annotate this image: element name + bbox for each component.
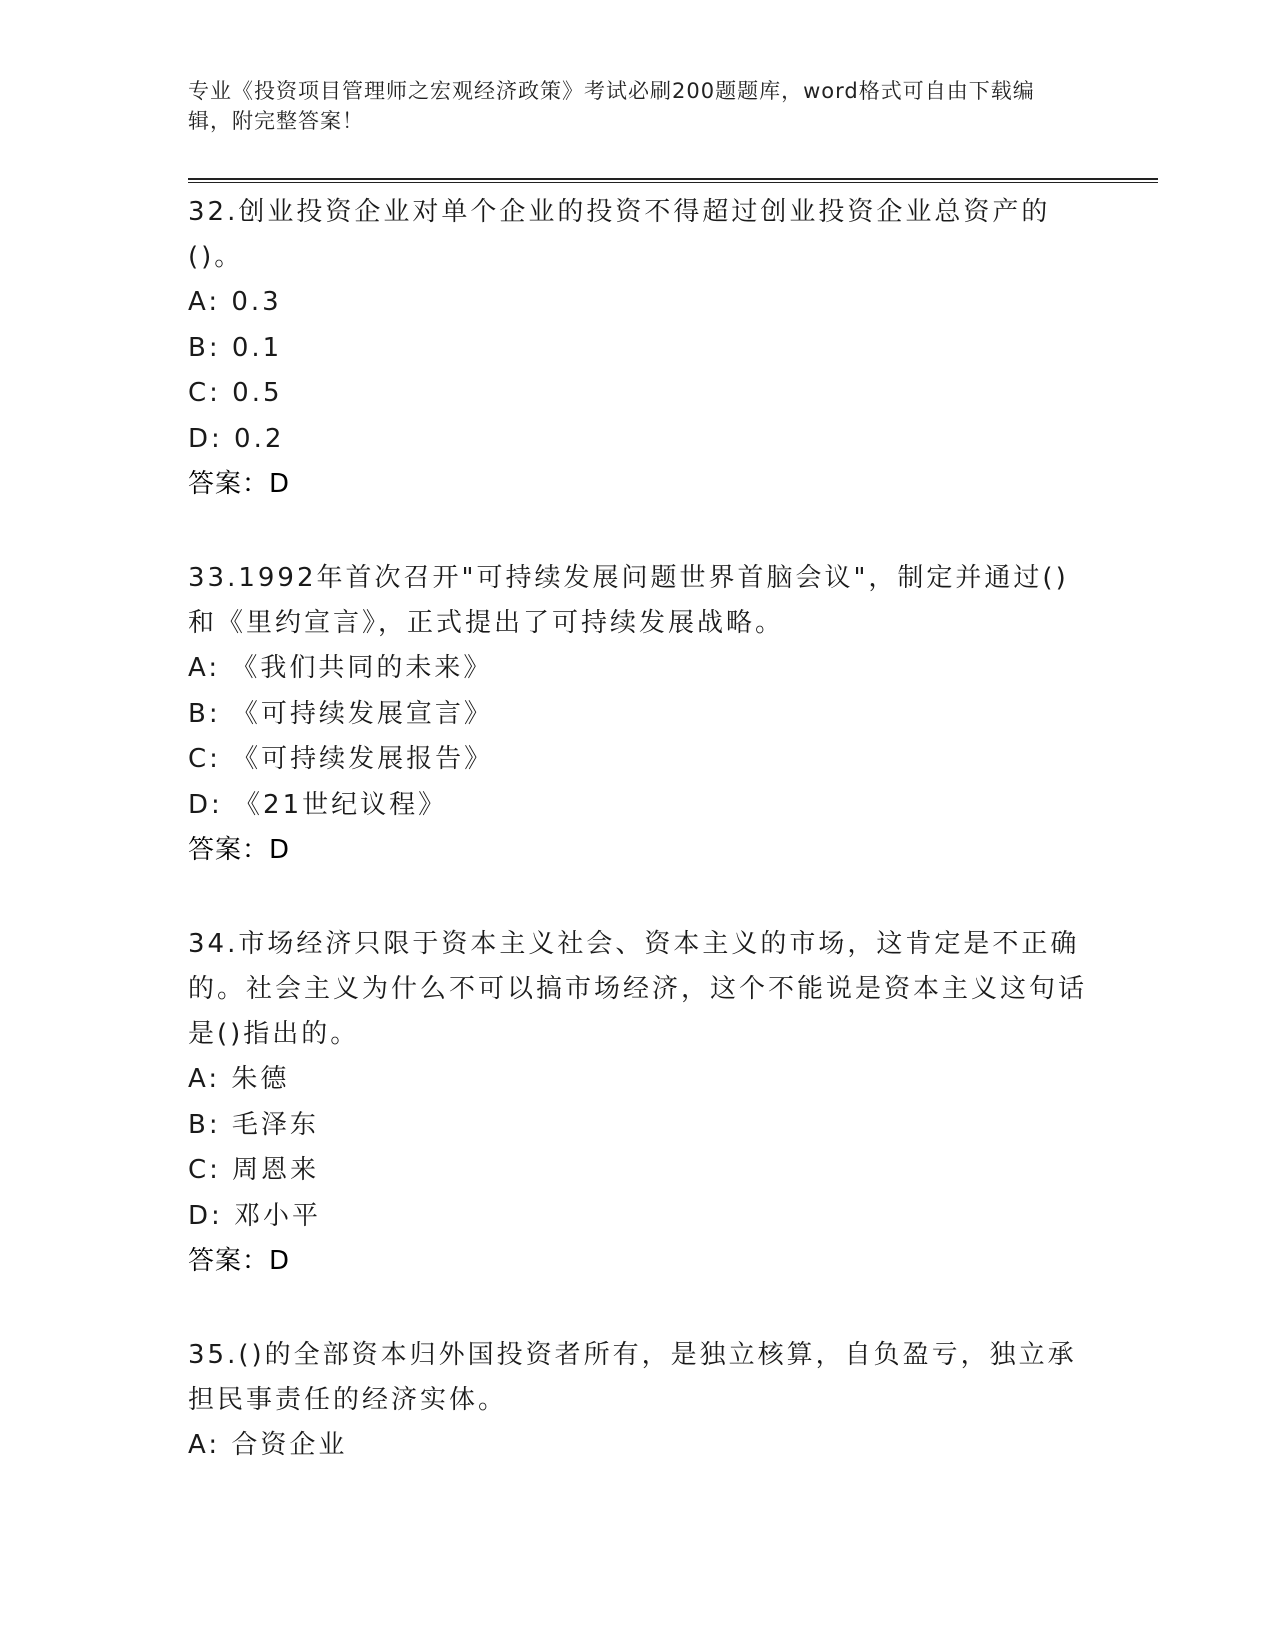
option-a: A: 《我们共同的未来》 [188, 653, 493, 683]
option-d: D: 《21世纪议程》 [188, 789, 448, 820]
option-b: B: 毛泽东 [188, 1109, 319, 1140]
answer-label: 答案：D [188, 1246, 291, 1276]
question-text: 35.()的全部资本归外国投资者所有，是独立核算，自负盈亏，独立承担民事责任的经济实体。 [188, 1340, 1077, 1415]
option-b: B: 0.1 [188, 332, 283, 363]
option-d: D: 邓小平 [188, 1200, 322, 1231]
question-32 [188, 190, 1088, 506]
question-list [188, 190, 1088, 1519]
option-d: D: 0.2 [188, 423, 285, 454]
option-c: C: 《可持续发展报告》 [188, 744, 494, 774]
option-c: C: 周恩来 [188, 1155, 320, 1185]
document-header: 专业《投资项目管理师之宏观经济政策》考试必刷200题题库，word格式可自由下载编辑，附完整答案！ [188, 79, 1035, 133]
question-34 [188, 922, 1088, 1283]
answer-label: 答案：D [188, 469, 291, 499]
question-text: 34.市场经济只限于资本主义社会、资本主义的市场，这肯定是不正确的。社会主义为什么不可以搞市场经济，这个不能说是资本主义这句话是()指出的。 [188, 929, 1088, 1049]
question-35 [188, 1333, 1088, 1469]
option-a: A: 朱德 [188, 1064, 290, 1094]
question-33 [188, 556, 1088, 872]
header-divider [188, 178, 1158, 183]
question-text: 32.创业投资企业对单个企业的投资不得超过创业投资企业总资产的()。 [188, 197, 1051, 272]
option-a: A: 0.3 [188, 287, 282, 317]
option-b: B: 《可持续发展宣言》 [188, 698, 493, 729]
question-text: 33.1992年首次召开"可持续发展问题世界首脑会议"，制定并通过()和《里约宣言》，正式提出了可持续发展战略。 [188, 563, 1069, 638]
option-a: A: 合资企业 [188, 1430, 348, 1460]
answer-label: 答案：D [188, 835, 291, 865]
option-c: C: 0.5 [188, 378, 283, 408]
